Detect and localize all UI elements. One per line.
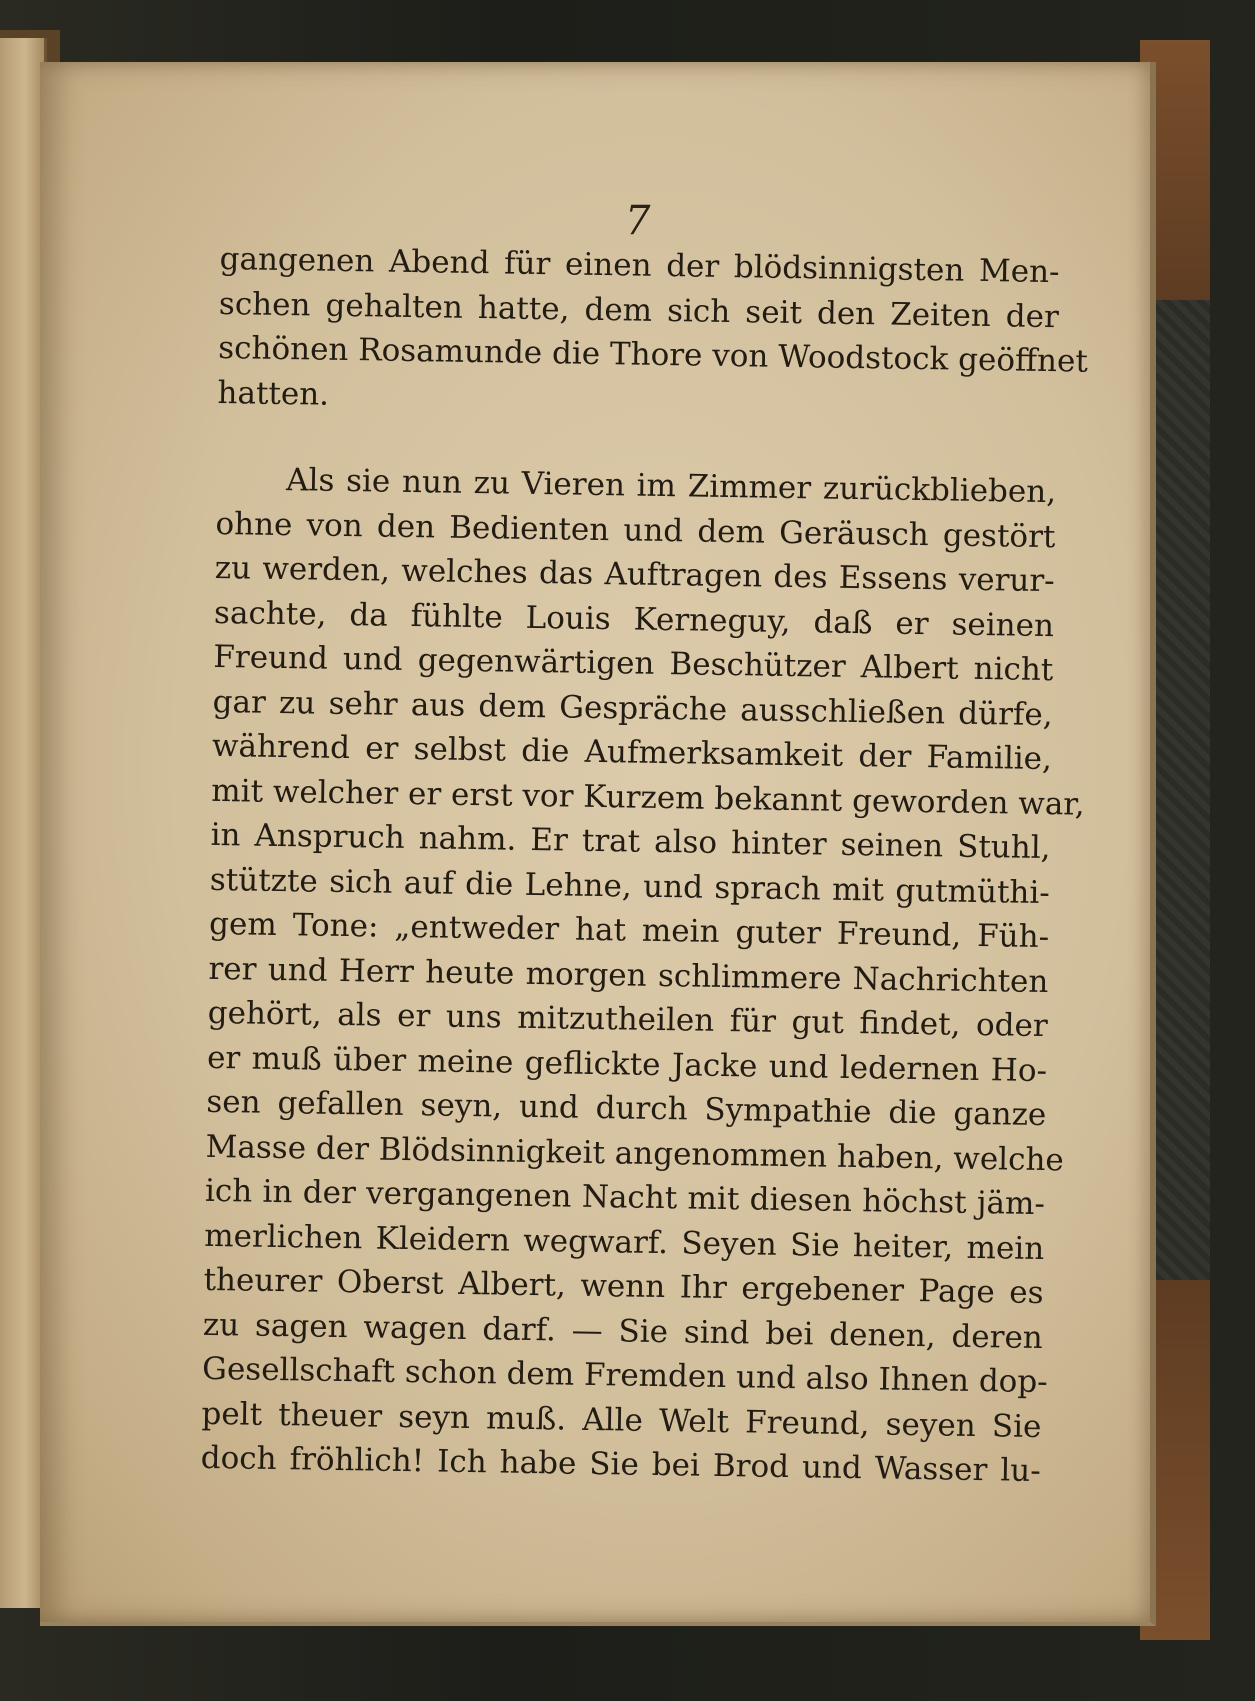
text-line: gangenen Abend für einen der blödsinnigsten Men-: [219, 240, 1060, 291]
text-line: ich in der vergangenen Nacht mit diesen höchst jäm-: [204, 1172, 1046, 1223]
text-line: theurer Oberst Albert, wenn Ihr ergebener Page es: [203, 1261, 1044, 1312]
text-line: er muß über meine geflickte Jacke und ledernen Ho-: [206, 1039, 1048, 1089]
text-line: ohne von den Bedienten und dem Geräusch gestört: [215, 505, 1056, 555]
text-line: Gesellschaft schon dem Fremden und also Ihnen dop-: [201, 1350, 1048, 1401]
text-line: sachte, da fühlte Louis Kerneguy, daß er seinen: [213, 594, 1055, 644]
text-line: gehört, als er uns mitzutheilen für gut findet, oder: [207, 994, 1048, 1045]
text-line: hatten.: [217, 374, 330, 413]
text-line: schen gehalten hatte, dem sich seit den Zeiten der: [218, 285, 1060, 335]
book-page: [40, 62, 1156, 1626]
page-number: 7: [625, 198, 651, 244]
text-line: merlichen Kleidern wegwarf. Seyen Sie heiter, mein: [204, 1217, 1045, 1267]
text-line: gem Tone: „entweder hat mein guter Freund, Füh-: [208, 905, 1050, 956]
text-line: schönen Rosamunde die Thore von Woodstock geöffnet: [217, 329, 1089, 380]
text-line: sen gefallen seyn, und durch Sympathie die ganze: [206, 1083, 1047, 1134]
text-line: Freund und gegenwärtigen Beschützer Albert nicht: [213, 638, 1054, 689]
text-line: in Anspruch nahm. Er trat also hinter seinen Stuhl,: [210, 816, 1051, 867]
page-text: [200, 237, 1089, 1494]
text-line: gar zu sehr aus dem Gespräche ausschließen dürfe,: [212, 683, 1053, 733]
text-line: doch fröhlich! Ich habe Sie bei Brod und Wasser lu-: [200, 1439, 1042, 1490]
text-line: mit welcher er erst vor Kurzem bekannt geworden war,: [211, 772, 1085, 823]
text-line: zu werden, welches das Auftragen des Essens verur-: [214, 549, 1055, 600]
text-line: Als sie nun zu Vieren im Zimmer zurückblieben,: [285, 462, 1057, 511]
text-line: Masse der Blödsinnigkeit angenommen haben, welche: [205, 1128, 1065, 1178]
text-line: zu sagen wagen darf. — Sie sind bei denen, deren: [202, 1306, 1044, 1356]
text-line: rer und Herr heute morgen schlimmere Nachrichten: [208, 950, 1049, 1000]
text-line: stützte sich auf die Lehne, und sprach mit gutmüthi-: [209, 861, 1051, 911]
text-line: pelt theuer seyn muß. Alle Welt Freund, seyen Sie: [201, 1395, 1042, 1445]
text-line: während er selbst die Aufmerksamkeit der Familie,: [211, 727, 1053, 778]
